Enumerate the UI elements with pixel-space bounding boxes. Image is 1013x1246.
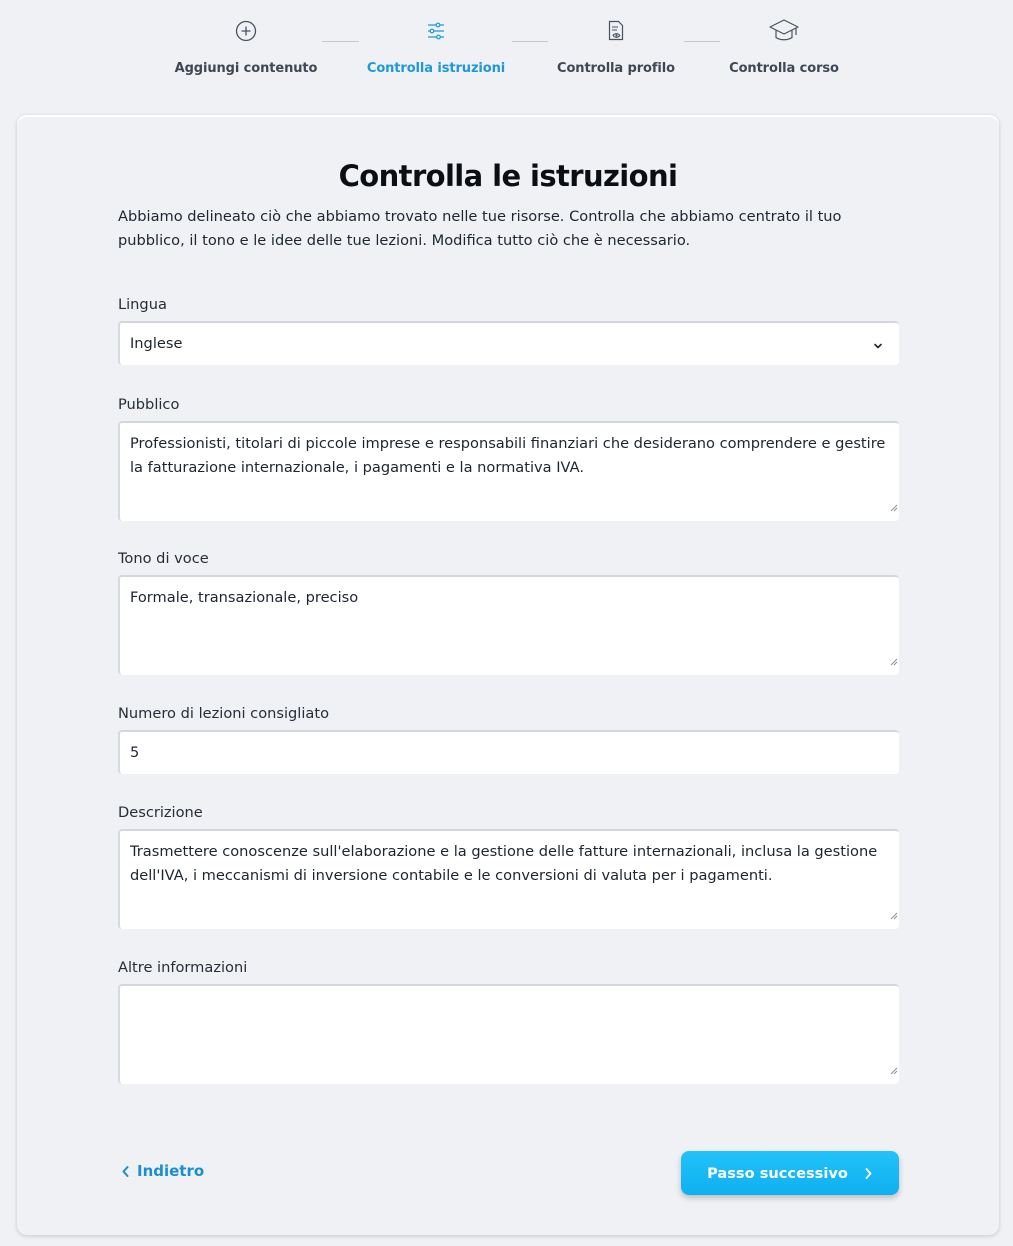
lessons-count-input[interactable]: [118, 730, 899, 774]
step-check-course[interactable]: [699, 14, 869, 76]
audience-value: Professionisti, titolari di piccole imprese e responsabili finanziari che desiderano comprendere e gestire la fatturazione internazionale, i pagamenti e la normativa IVA.: [130, 435, 886, 476]
resize-handle-icon[interactable]: [889, 650, 898, 674]
step-label: Controlla profilo: [557, 61, 675, 76]
chevron-right-icon: [864, 1167, 873, 1180]
document-eye-icon: [531, 14, 701, 48]
audience-label: Pubblico: [118, 396, 180, 413]
next-step-button[interactable]: [681, 1151, 899, 1195]
resize-handle-icon[interactable]: [889, 904, 898, 928]
chevron-down-icon: [873, 335, 883, 359]
tone-textarea[interactable]: [118, 575, 899, 675]
lessons-label: Numero di lezioni consigliato: [118, 705, 330, 722]
page-intro: Abbiamo delineato ciò che abbiamo trovato nelle tue risorse. Controlla che abbiamo centrato il tuo pubblico, il tono e le idee delle tue lezioni. Modifica tutto ciò che è necessario.: [118, 208, 842, 249]
step-check-instructions[interactable]: [351, 14, 521, 76]
lessons-value: 5: [130, 744, 140, 761]
description-value: Trasmettere conoscenze sull'elaborazione e la gestione delle fatture internazionali, inclusa la gestione dell'IVA, i meccanismi di inversione contabile e le conversioni di valuta per i pagamenti.: [130, 843, 878, 884]
resize-handle-icon[interactable]: [889, 1059, 898, 1083]
other-info-label: Altre informazioni: [118, 959, 248, 976]
language-value: Inglese: [130, 335, 183, 352]
other-info-textarea[interactable]: [118, 984, 899, 1084]
step-label: Controlla corso: [729, 61, 839, 76]
progress-stepper: [0, 0, 1013, 100]
next-label: Passo successivo: [707, 1164, 848, 1182]
sliders-icon: [351, 14, 521, 48]
page-title: Controlla le istruzioni: [338, 159, 678, 193]
audience-textarea[interactable]: [118, 421, 899, 521]
graduation-cap-icon: [699, 14, 869, 48]
instructions-card: [17, 115, 999, 1235]
back-button[interactable]: [121, 1162, 204, 1180]
language-select[interactable]: [118, 321, 899, 365]
plus-circle-icon: [161, 14, 331, 48]
description-textarea[interactable]: [118, 829, 899, 929]
resize-handle-icon[interactable]: [889, 496, 898, 520]
tone-label: Tono di voce: [118, 550, 209, 567]
step-check-profile[interactable]: [531, 14, 701, 76]
description-label: Descrizione: [118, 804, 203, 821]
step-label: Controlla istruzioni: [366, 61, 506, 76]
chevron-left-icon: [121, 1165, 130, 1178]
back-label: Indietro: [137, 1162, 205, 1180]
language-label: Lingua: [118, 296, 167, 313]
tone-value: Formale, transazionale, preciso: [130, 589, 359, 606]
step-add-content[interactable]: [161, 14, 331, 76]
step-label: Aggiungi contenuto: [174, 61, 318, 76]
